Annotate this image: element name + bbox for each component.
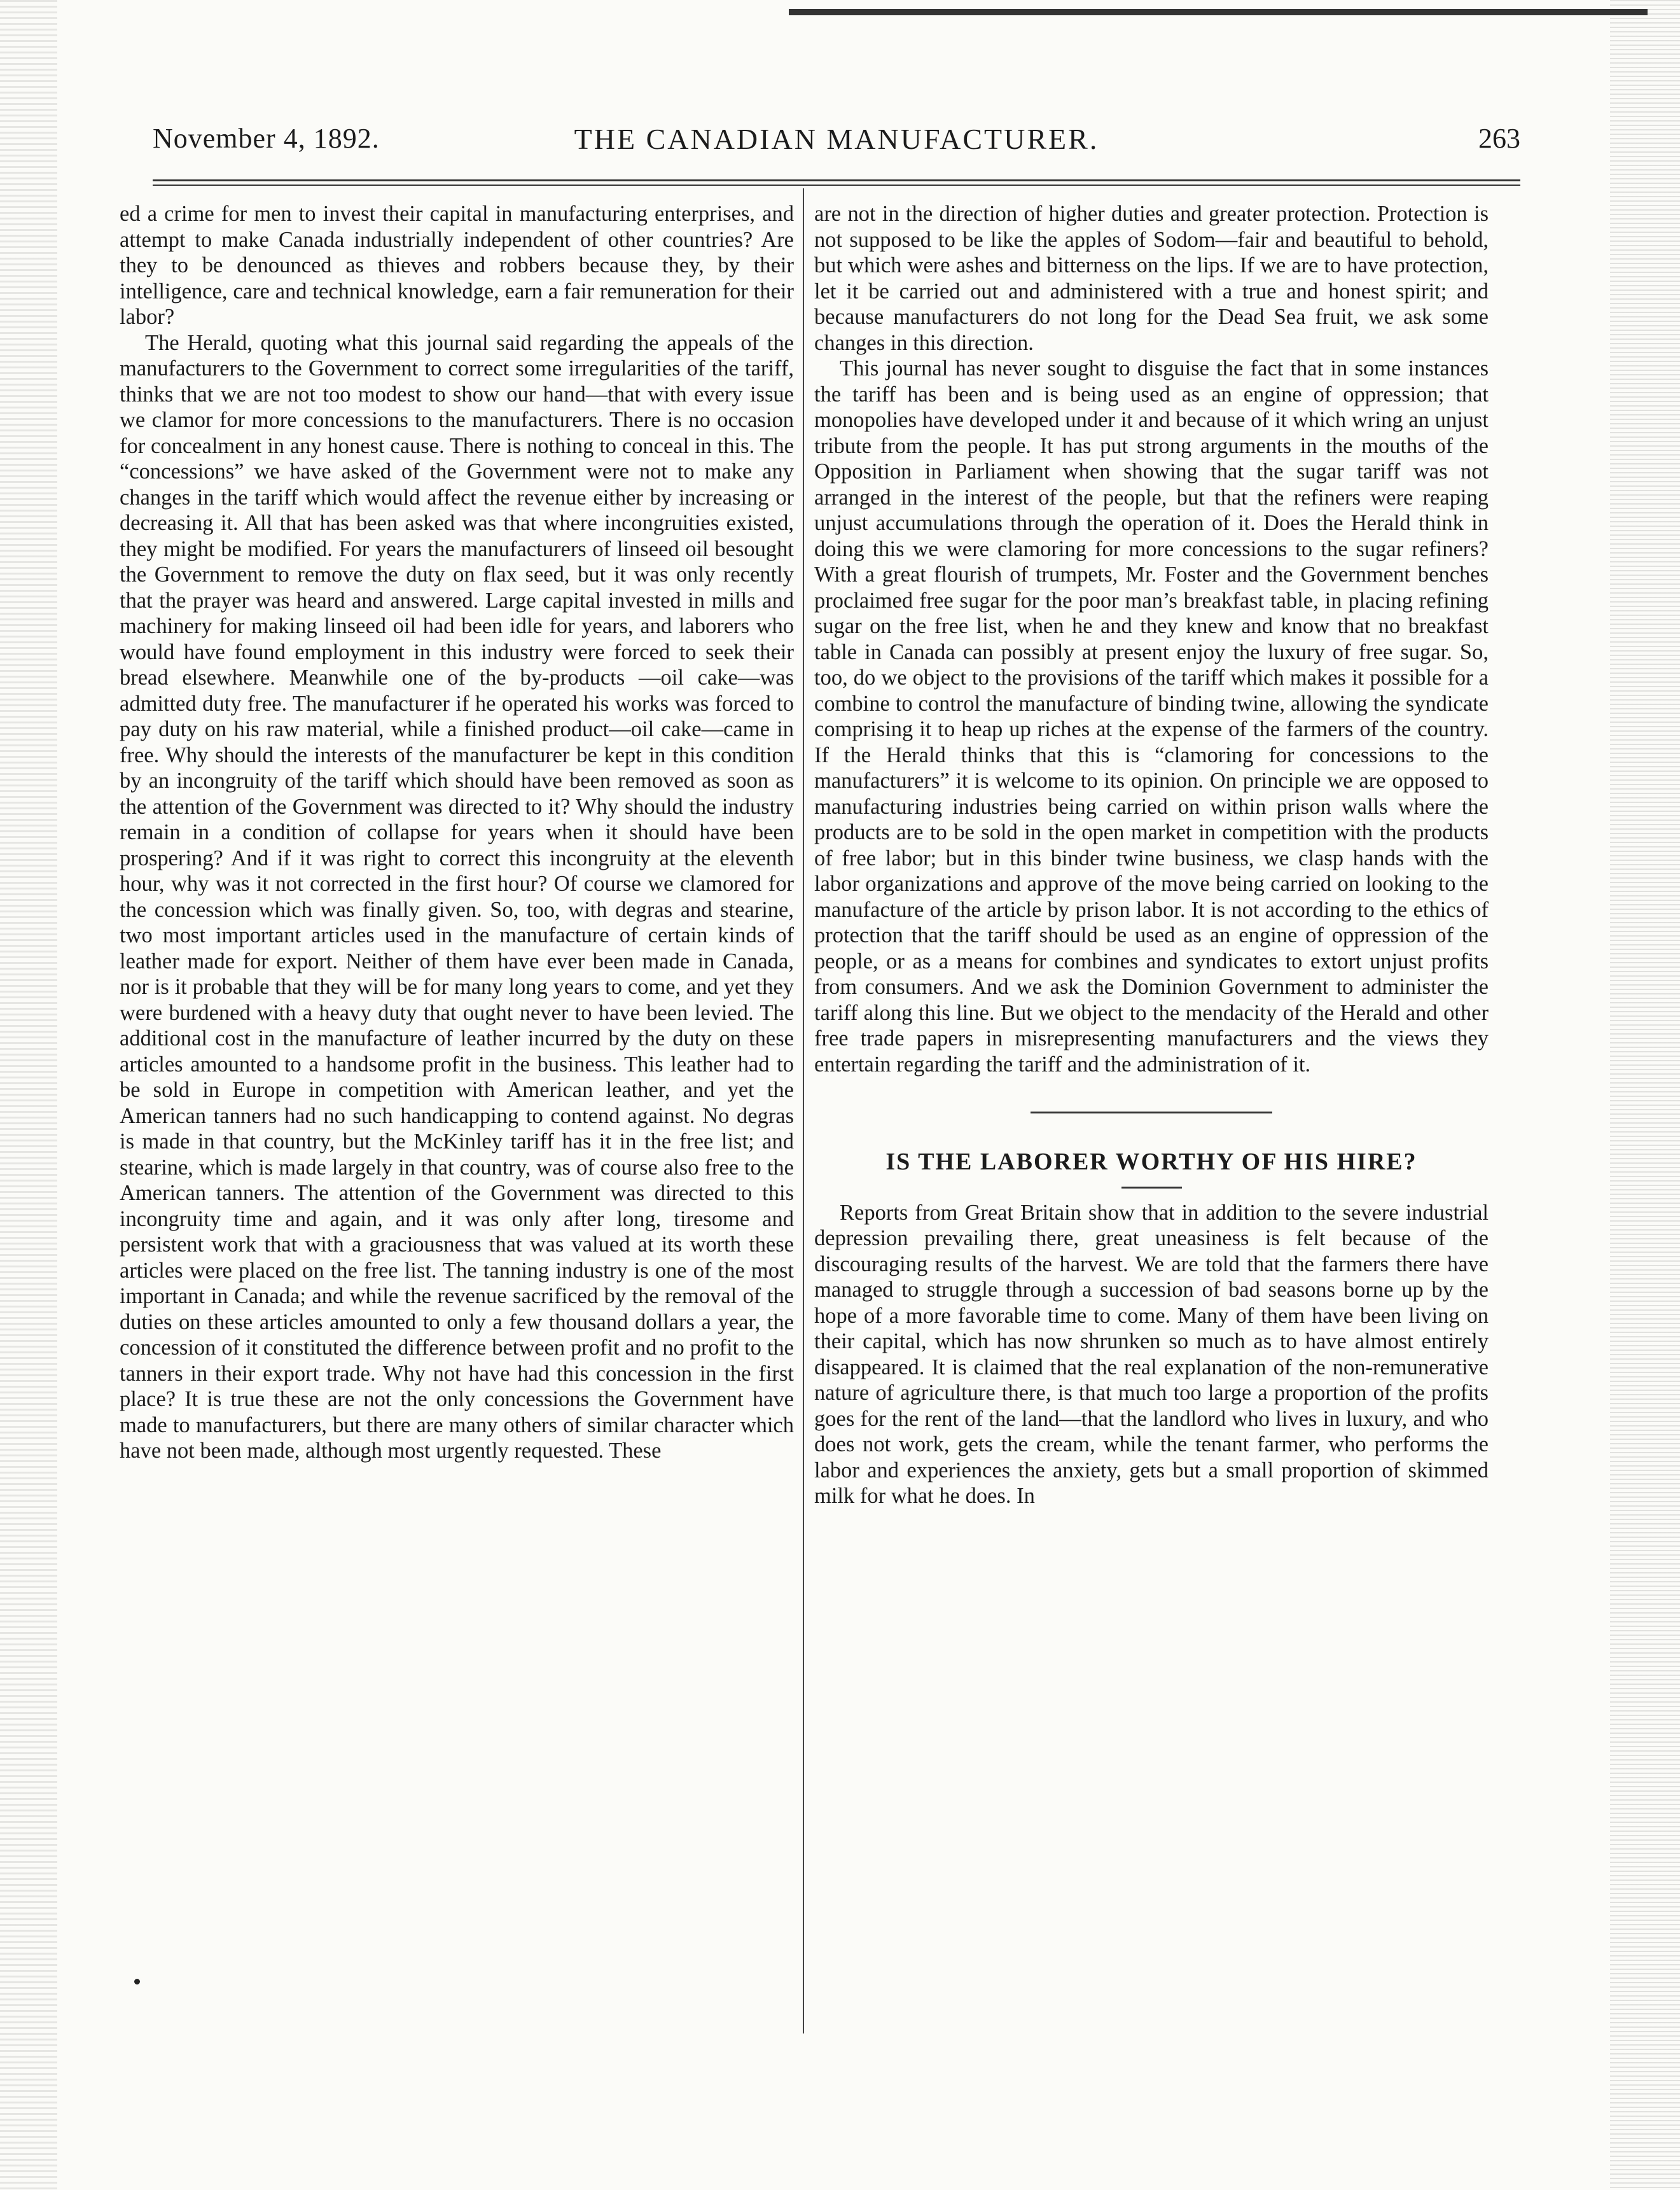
section-separator-rule (1031, 1112, 1272, 1113)
page-number: 263 (1478, 123, 1520, 154)
column-divider (803, 188, 804, 2033)
heading-underline (1121, 1187, 1182, 1189)
article-paragraph: ed a crime for men to invest their capital in manufacturing enterprises, and attempt to make Canada industrially independent of other countries? Are they to be denounced as thieves and robbers because they, by their intelligence, care and technical knowledge, earn a fair remuneration for their labor? (120, 202, 794, 329)
page-header (153, 122, 1520, 167)
left-column (120, 201, 794, 1464)
scan-edge-left (0, 0, 57, 2190)
scan-edge-right (1610, 0, 1680, 2190)
section-paragraph: Reports from Great Britain show that in addition to the severe industrial depression prevailing there, great uneasiness is felt because of the discouraging results of the harvest. We are told that the farmers there have managed to struggle through a succession of bad seasons borne up by the hope of a more favorable time to come. Many of them have been living on their capital, which has now shrunken so much as to have almost entirely disappeared. It is claimed that the real explanation of the non-remunerative nature of agriculture there, is that much too large a proportion of the profits goes for the rent of the land—that the landlord who lives in luxury, and who does not work, gets the cream, while the tenant farmer, who performs the labor and experiences the anxiety, gets but a small proportion of skimmed milk for what he does. In (814, 1200, 1489, 1508)
header-rule-bottom (153, 185, 1520, 186)
stray-mark (134, 1979, 140, 1984)
right-column (814, 201, 1489, 1509)
article-paragraph: The Herald, quoting what this journal said regarding the appeals of the manufacturers to the Government to correct some irregularities of the tariff, thinks that we are not too modest to show our hand—that with every issue we clamor for more concessions to the manufacturers. There is no occasion for concealment in any honest cause. There is nothing to conceal in this. The “concessions” we have asked of the Government were not to make any changes in the tariff which would affect the revenue either by increasing or decreasing it. All that has been asked was that where incongruities existed, they might be modified. For years the manufacturers of linseed oil besought the Government to remove the duty on flax seed, but it was only recently that the prayer was heard and answered. Large capital invested in mills and machinery for making linseed oil had been idle for years, and laborers who would have found employment in this industry were forced to seek their bread elsewhere. Meanwhile one of the by-products —oil cake—was admitted duty free. The manufacturer if he operated his works was forced to pay duty on his raw material, while a finished product—oil cake—came in free. Why should the interests of the manufacturer be kept in this condition by an incongruity of the tariff which should have been removed as soon as the attention of the Government was directed to it? Why should the industry remain in a condition of collapse for years when it should have been prospering? And if it was right to correct this incongruity at the eleventh hour, why was it not corrected in the first hour? Of course we clamored for the concession which was finally given. So, too, with degras and stearine, two most important articles used in the manufacture of certain kinds of leather made for export. Neither of them have ever been made in Canada, nor is it probable that they will be for many long years to come, and yet they were burdened with a heavy duty that ought never to have been levied. The additional cost in the manufacture of leather incurred by the duty on these articles amounted to a handsome profit in the business. This leather had to be sold in Europe in competition with American leather, and yet the American tanners had no such handicapping to contend against. No degras is made in that country, but the McKinley tariff has it in the free list; and stearine, which is made largely in that country, was of course also free to the American tanners. The attention of the Government was directed to this incongruity time and again, and it was only after long, tiresome and persistent work that with a graciousness that was valued at its worth these articles were placed on the free list. The tanning industry is one of the most important in Canada; and while the revenue sacrificed by the removal of the duties on these articles amounted to only a few thousand dollars a year, the concession of it constituted the difference between profit and no profit to the tanners in their export trade. Why not have had this concession in the first place? It is true these are not the only concessions the Government have made to manufacturers, but there are many others of similar character which have not been made, although most urgently requested. These (120, 330, 794, 1463)
section-heading: IS THE LABORER WORTHY OF HIS HIRE? (885, 1148, 1417, 1175)
publication-title: THE CANADIAN MANUFACTURER. (574, 123, 1099, 155)
article-paragraph: are not in the direction of higher duties and greater protection. Protection is not supposed to be like the apples of Sodom—fair and beautiful to behold, but which were ashes and bitterness on the lips. If we are to have protection, let it be carried out and administered with a true and honest spirit; and because manufacturers do not long for the Dead Sea fruit, we ask some changes in this direction. (814, 202, 1489, 355)
header-date: November 4, 1892. (153, 123, 380, 154)
top-border-rule (789, 9, 1648, 15)
header-rule-top (153, 179, 1520, 181)
article-paragraph: This journal has never sought to disguise the fact that in some instances the tariff has been and is being used as an engine of oppression; that monopolies have developed under it and because of it which wring an unjust tribute from the people. It has put strong arguments in the mouths of the Opposition in Parliament when showing that the sugar tariff was not arranged in the interest of the people, but that the refiners were reaping unjust accumulations through the operation of it. Does the Herald think in doing this we were clamoring for more concessions to the sugar refiners? With a great flourish of trumpets, Mr. Foster and the Government benches proclaimed free sugar for the poor man’s breakfast table, in placing refining sugar on the free list, when he and they knew and know that no breakfast table in Canada can possibly at present enjoy the luxury of free sugar. So, too, do we object to the provisions of the tariff which makes it possible for a combine to control the manufacture of binding twine, allowing the syndicate comprising it to heap up riches at the expense of the farmers of the country. If the Herald thinks that this is “clamoring for concessions to the manufacturers” it is welcome to its opinion. On principle we are opposed to manufacturing industries being carried on within prison walls where the products are to be sold in the open market in competition with the products of free labor; but in this binder twine business, we clasp hands with the labor organizations and approve of the move being carried on looking to the manufacture of the article by prison labor. It is not according to the ethics of protection that the tariff should be used as an engine of oppression of the people, or as a means for combines and syndicates to extort unjust profits from consumers. And we ask the Dominion Government to administer the tariff along this line. But we object to the mendacity of the Herald and other free trade papers in misrepresenting manufacturers and the views they entertain regarding the tariff and the administration of it. (814, 356, 1489, 1077)
